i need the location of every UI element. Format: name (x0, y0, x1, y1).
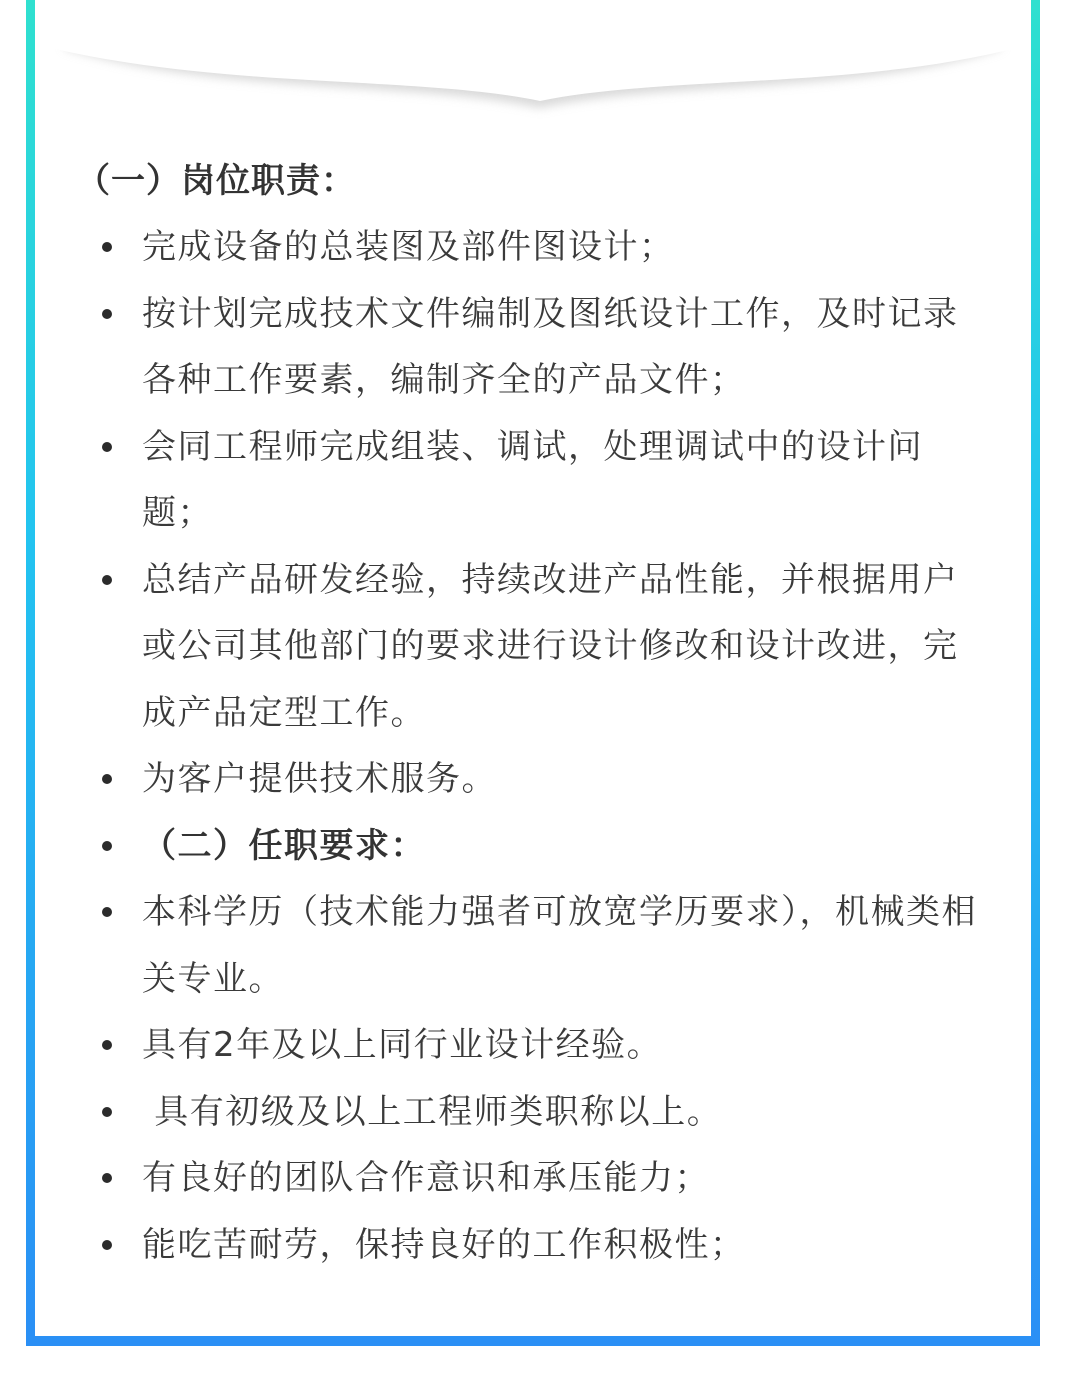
content-card (35, 0, 1031, 1336)
bullet-icon (102, 841, 112, 851)
bullet-icon (102, 309, 112, 319)
bullet-icon (102, 774, 112, 784)
bullet-icon (102, 907, 112, 917)
bullet-icon (102, 1173, 112, 1183)
list-item: 具有2年及以上同行业设计经验。 (35, 1012, 1031, 1079)
duties-list (35, 214, 1031, 1278)
list-item: 按计划完成技术文件编制及图纸设计工作，及时记录各种工作要素，编制齐全的产品文件； (35, 281, 1031, 414)
list-item: 本科学历（技术能力强者可放宽学历要求），机械类相关专业。 (35, 879, 1031, 1012)
section-title-requirements: （二）任职要求： (35, 813, 1031, 880)
list-item: 能吃苦耐劳，保持良好的工作积极性； (35, 1212, 1031, 1279)
bullet-icon (102, 1107, 112, 1117)
list-item: 为客户提供技术服务。 (35, 746, 1031, 813)
bullet-icon (102, 575, 112, 585)
card-frame (26, 0, 1040, 1346)
bullet-icon (102, 1240, 112, 1250)
list-item: 总结产品研发经验，持续改进产品性能，并根据用户或公司其他部门的要求进行设计修改和设计改进，完成产品定型工作。 (35, 547, 1031, 747)
list-item: 完成设备的总装图及部件图设计； (35, 214, 1031, 281)
bullet-icon (102, 442, 112, 452)
bullet-icon (102, 242, 112, 252)
list-item: 具有初级及以上工程师类职称以上。 (35, 1079, 1031, 1146)
wave-decoration (35, 0, 1031, 130)
list-item: 有良好的团队合作意识和承压能力； (35, 1145, 1031, 1212)
section-title-duties: （一）岗位职责： (76, 161, 356, 201)
list-item: 会同工程师完成组装、调试，处理调试中的设计问题； (35, 414, 1031, 547)
bullet-icon (102, 1040, 112, 1050)
job-description (35, 148, 1031, 1278)
